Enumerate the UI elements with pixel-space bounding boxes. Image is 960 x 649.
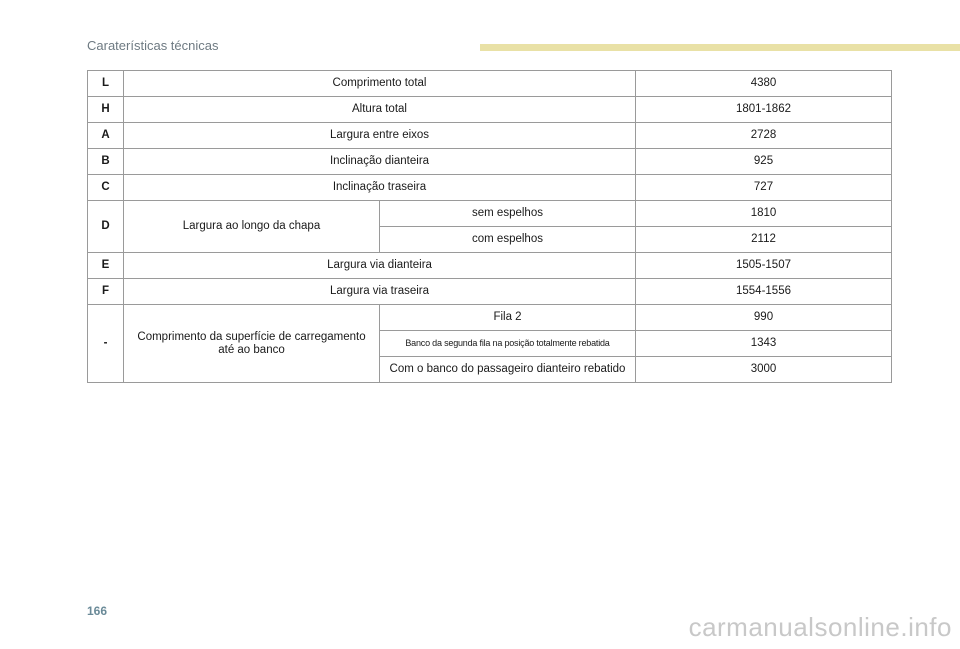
row-sublabel: com espelhos xyxy=(380,227,636,253)
row-value: 1343 xyxy=(636,331,892,357)
row-label: Largura entre eixos xyxy=(124,123,636,149)
table-row xyxy=(88,123,892,149)
row-label: Altura total xyxy=(124,97,636,123)
row-value: 727 xyxy=(636,175,892,201)
watermark: carmanualsonline.info xyxy=(688,612,952,642)
row-value: 990 xyxy=(636,305,892,331)
row-code: D xyxy=(88,201,124,253)
row-label: Comprimento da superfície de carregamento até ao banco xyxy=(124,305,380,383)
section-title: Caraterísticas técnicas xyxy=(87,38,219,53)
row-label: Largura via dianteira xyxy=(124,253,636,279)
row-code: E xyxy=(88,253,124,279)
row-value: 1801-1862 xyxy=(636,97,892,123)
table-row xyxy=(88,149,892,175)
row-code: L xyxy=(88,71,124,97)
row-label: Largura ao longo da chapa xyxy=(124,201,380,253)
table-row xyxy=(88,201,892,227)
row-sublabel: Fila 2 xyxy=(380,305,636,331)
row-code: H xyxy=(88,97,124,123)
row-code: - xyxy=(88,305,124,383)
table-row xyxy=(88,97,892,123)
row-sublabel: Com o banco do passageiro dianteiro rebatido xyxy=(380,357,636,383)
row-label: Inclinação traseira xyxy=(124,175,636,201)
row-sublabel: Banco da segunda fila na posição totalmente rebatida xyxy=(380,331,636,357)
table-row xyxy=(88,175,892,201)
dimensions-table xyxy=(87,70,892,383)
row-value: 2112 xyxy=(636,227,892,253)
row-code: F xyxy=(88,279,124,305)
row-value: 925 xyxy=(636,149,892,175)
table-row xyxy=(88,305,892,331)
row-label: Largura via traseira xyxy=(124,279,636,305)
row-code: B xyxy=(88,149,124,175)
row-value: 1554-1556 xyxy=(636,279,892,305)
row-value: 3000 xyxy=(636,357,892,383)
row-label: Comprimento total xyxy=(124,71,636,97)
row-sublabel: sem espelhos xyxy=(380,201,636,227)
table-row xyxy=(88,71,892,97)
row-value: 1810 xyxy=(636,201,892,227)
table-row xyxy=(88,253,892,279)
title-accent-bar xyxy=(480,44,960,51)
row-code: C xyxy=(88,175,124,201)
page-number: 166 xyxy=(87,604,108,618)
row-value: 4380 xyxy=(636,71,892,97)
row-value: 1505-1507 xyxy=(636,253,892,279)
row-code: A xyxy=(88,123,124,149)
row-label: Inclinação dianteira xyxy=(124,149,636,175)
table-row xyxy=(88,279,892,305)
row-value: 2728 xyxy=(636,123,892,149)
